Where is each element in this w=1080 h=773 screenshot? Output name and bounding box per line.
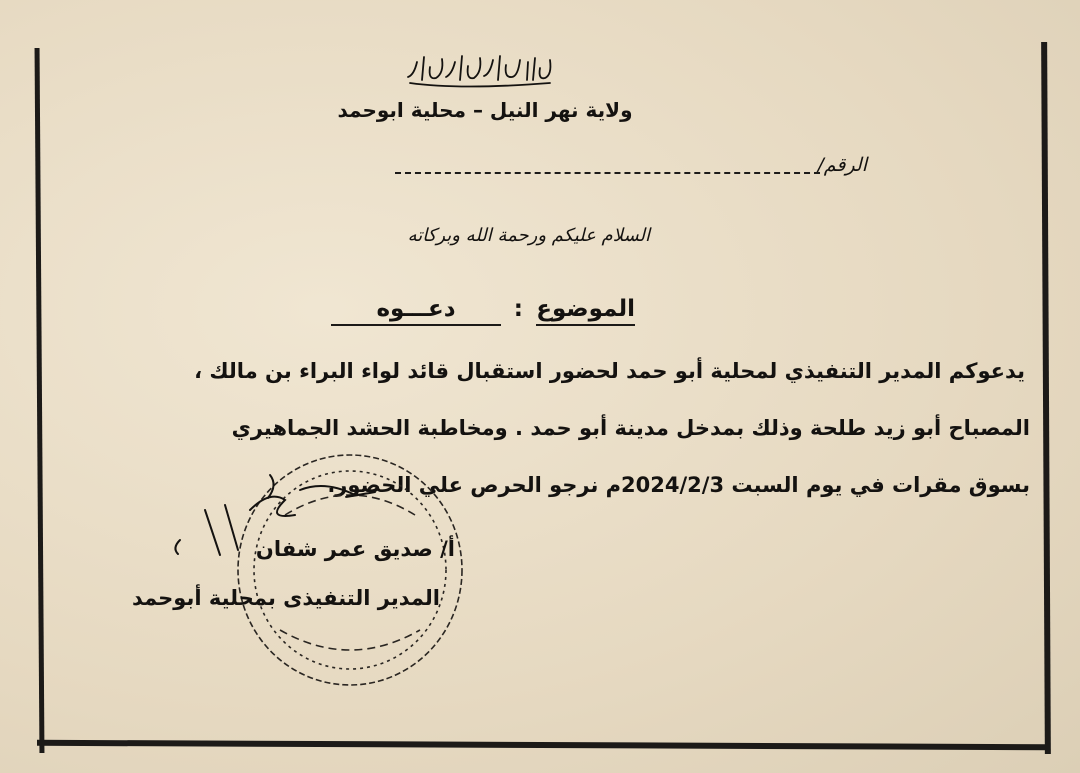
body-line-2: المصباح أبو زيد طلحة وذلك بمدخل مدينة أبو حمد . ومخاطبة الحشد الجماهيري [231,416,1030,440]
subject-value: دعـــوه [331,296,501,326]
greeting-text: السلام عليكم ورحمة الله وبركاته [407,225,650,246]
signatory-name: أ/ صديق عمر شفان [255,537,455,561]
state-locality-heading: ولاية نهر النيل – محلية ابوحمد [337,98,633,122]
border-left [35,48,45,753]
signatory-title: المدير التنفيذى بمحلية أبوحمد [131,586,440,610]
reference-line [395,152,875,186]
border-right [1041,42,1051,754]
subject-line [330,294,635,338]
body-line-3: بسوق مقرات في يوم السبت 2024/2/3م نرجو الحرص علي الحضور. [327,473,1030,497]
body-line-1: يدعوكم المدير التنفيذي لمحلية أبو حمد لحضور استقبال قائد لواء البراء بن مالك ، [194,359,1025,383]
subject-label: الموضوع [536,296,635,326]
reference-dashes [395,172,820,174]
basmala-calligraphy [400,50,560,90]
subject-separator: : [513,296,523,322]
reference-label: الرقم/ [817,154,867,176]
border-bottom [37,740,1049,750]
